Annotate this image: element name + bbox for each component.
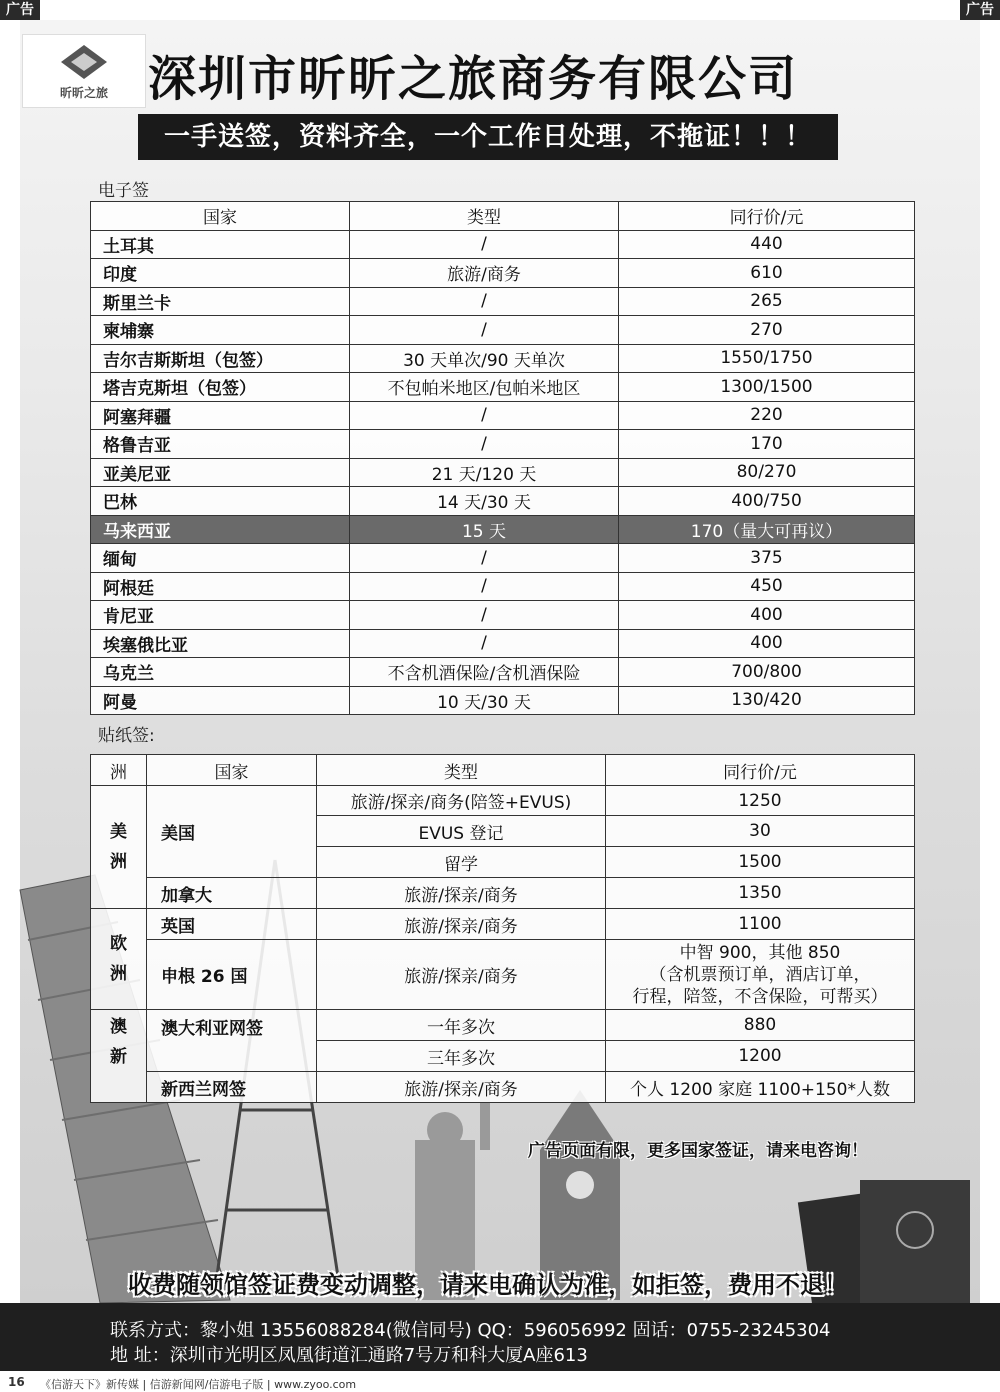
country-usa: 美国 (147, 786, 317, 878)
type-cell: / (350, 230, 619, 259)
type-cell: 一年多次 (317, 1010, 606, 1041)
price-cell: 375 (619, 544, 915, 573)
table-row (91, 544, 915, 573)
slogan-banner: 一手送签，资料齐全，一个工作日处理，不拖证！！！ (138, 114, 838, 160)
type-cell: 旅游/探亲/商务 (317, 940, 606, 1010)
country-cell: 缅甸 (91, 544, 350, 573)
price-cell: 400 (619, 629, 915, 658)
table-row (91, 940, 915, 1010)
continent-europe (91, 909, 147, 1010)
table-row (91, 658, 915, 687)
country-cell: 吉尔吉斯斯坦（包签） (91, 344, 350, 373)
table-row (91, 909, 915, 940)
price-cell: 170（量大可再议） (619, 515, 915, 544)
price-cell: 400 (619, 601, 915, 630)
price-cell: 1250 (606, 786, 915, 816)
price-cell: 30 (606, 816, 915, 847)
table-row (91, 786, 915, 816)
logo-text: 昕昕之旅 (59, 86, 108, 100)
table-row (91, 487, 915, 516)
sticker-section-label: 贴纸签: (98, 726, 155, 746)
continent-america-label: 美洲 (110, 822, 127, 872)
type-cell: EVUS 登记 (317, 816, 606, 847)
price-cell: 1300/1500 (619, 373, 915, 402)
country-cell: 柬埔寨 (91, 316, 350, 345)
table-row (91, 373, 915, 402)
contact-line: 联系方式：黎小姐 13556088284(微信同号) QQ：596056992 固话：0755-23245304 (110, 1320, 831, 1341)
country-cell: 阿塞拜疆 (91, 401, 350, 430)
ad-tag-right: 广告 (960, 0, 1000, 20)
type-cell: / (350, 401, 619, 430)
type-cell: / (350, 316, 619, 345)
type-cell: / (350, 572, 619, 601)
country-newzealand: 新西兰网签 (147, 1072, 317, 1103)
header-price: 同行价/元 (619, 202, 915, 231)
type-cell: 10 天/30 天 (350, 686, 619, 715)
price-cell: 400/750 (619, 487, 915, 516)
price-cell: 440 (619, 230, 915, 259)
table-row (91, 601, 915, 630)
table-row (91, 401, 915, 430)
address-line: 地 址：深圳市光明区凤凰街道汇通路7号万和科大厦A座613 (110, 1345, 588, 1366)
price-cell: 450 (619, 572, 915, 601)
price-cell: 610 (619, 259, 915, 288)
country-cell: 格鲁吉亚 (91, 430, 350, 459)
country-cell: 埃塞俄比亚 (91, 629, 350, 658)
price-cell: 1200 (606, 1041, 915, 1072)
price-cell: 1100 (606, 909, 915, 940)
table-row-highlighted (91, 515, 915, 544)
type-cell: 30 天单次/90 天单次 (350, 344, 619, 373)
country-cell: 阿曼 (91, 686, 350, 715)
logo-mark-icon (59, 43, 109, 81)
type-cell: 三年多次 (317, 1041, 606, 1072)
table-header-row (91, 755, 915, 786)
type-cell: 不包帕米地区/包帕米地区 (350, 373, 619, 402)
evisa-table (90, 201, 915, 715)
price-cell: 130/420 (619, 686, 915, 715)
country-schengen: 申根 26 国 (147, 940, 317, 1010)
footnote-text: 广告页面有限，更多国家签证，请来电咨询！ (528, 1141, 868, 1161)
price-cell: 1550/1750 (619, 344, 915, 373)
type-cell: / (350, 430, 619, 459)
price-cell: 1500 (606, 847, 915, 878)
country-cell: 亚美尼亚 (91, 458, 350, 487)
type-cell: 旅游/探亲/商务(陪签+EVUS) (317, 786, 606, 816)
table-row (91, 259, 915, 288)
evisa-section-label: 电子签 (98, 181, 149, 201)
table-row (91, 344, 915, 373)
country-canada: 加拿大 (147, 878, 317, 909)
country-cell: 斯里兰卡 (91, 287, 350, 316)
price-cell: 265 (619, 287, 915, 316)
type-cell: 旅游/商务 (350, 259, 619, 288)
disclaimer-text: 收费随领馆签证费变动调整，请来电确认为准，如拒签，费用不退！ (128, 1271, 848, 1299)
header-country: 国家 (147, 755, 317, 786)
table-row (91, 1010, 915, 1041)
price-cell: 880 (606, 1010, 915, 1041)
type-cell: 14 天/30 天 (350, 487, 619, 516)
type-cell: 旅游/探亲/商务 (317, 909, 606, 940)
price-cell: 220 (619, 401, 915, 430)
type-cell: 旅游/探亲/商务 (317, 1072, 606, 1103)
table-row (91, 878, 915, 909)
type-cell: / (350, 629, 619, 658)
type-cell: 不含机酒保险/含机酒保险 (350, 658, 619, 687)
table-row (91, 572, 915, 601)
contact-bar (0, 1303, 1000, 1371)
header-price: 同行价/元 (606, 755, 915, 786)
price-line: 行程，陪签，不含保险，可帮买） (632, 986, 888, 1007)
footer-text: 《信游天下》新传媒 | 信游新闻网/信游电子版 | www.zyoo.com (40, 1378, 357, 1391)
country-cell: 马来西亚 (91, 515, 350, 544)
table-row (91, 1072, 915, 1103)
type-cell: 旅游/探亲/商务 (317, 878, 606, 909)
country-uk: 英国 (147, 909, 317, 940)
price-cell: 个人 1200 家庭 1100+150*人数 (606, 1072, 915, 1103)
price-cell: 80/270 (619, 458, 915, 487)
table-header-row (91, 202, 915, 231)
header-type: 类型 (350, 202, 619, 231)
country-cell: 阿根廷 (91, 572, 350, 601)
price-cell: 170 (619, 430, 915, 459)
header-country: 国家 (91, 202, 350, 231)
page-number: 16 (8, 1375, 25, 1389)
sticker-visa-table (90, 754, 915, 1103)
company-name: 深圳市昕昕之旅商务有限公司 (148, 51, 799, 107)
price-cell-multiline (606, 940, 915, 1010)
price-line: （含机票预订单，酒店订单， (649, 964, 871, 985)
continent-oceania (91, 1010, 147, 1103)
country-cell: 巴林 (91, 487, 350, 516)
page-footer (0, 1374, 1000, 1391)
country-cell: 塔吉克斯坦（包签） (91, 373, 350, 402)
table-row (91, 316, 915, 345)
country-cell: 肯尼亚 (91, 601, 350, 630)
price-cell: 1350 (606, 878, 915, 909)
table-row (91, 287, 915, 316)
country-cell: 土耳其 (91, 230, 350, 259)
table-row (91, 629, 915, 658)
type-cell: / (350, 601, 619, 630)
price-line: 中智 900，其他 850 (679, 942, 841, 963)
type-cell: 留学 (317, 847, 606, 878)
type-cell: / (350, 544, 619, 573)
country-cell: 乌克兰 (91, 658, 350, 687)
table-row (91, 230, 915, 259)
type-cell: 21 天/120 天 (350, 458, 619, 487)
type-cell: 15 天 (350, 515, 619, 544)
continent-america (91, 786, 147, 909)
header-type: 类型 (317, 755, 606, 786)
ad-tag-left: 广告 (0, 0, 40, 20)
header-continent: 洲 (91, 755, 147, 786)
country-cell: 印度 (91, 259, 350, 288)
type-cell: / (350, 287, 619, 316)
continent-oceania-label: 澳新 (110, 1017, 127, 1067)
table-row (91, 430, 915, 459)
company-logo (22, 34, 146, 108)
table-row (91, 686, 915, 715)
price-cell: 700/800 (619, 658, 915, 687)
country-australia: 澳大利亚网签 (147, 1010, 317, 1072)
continent-europe-label: 欧洲 (110, 934, 127, 984)
price-cell: 270 (619, 316, 915, 345)
table-row (91, 458, 915, 487)
